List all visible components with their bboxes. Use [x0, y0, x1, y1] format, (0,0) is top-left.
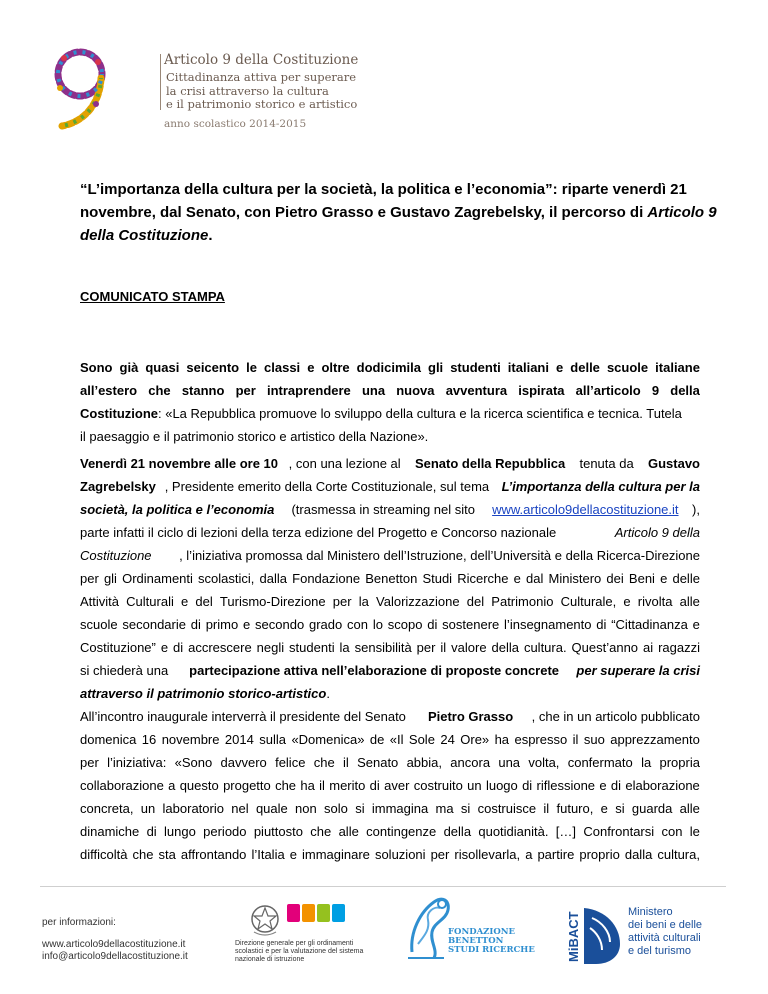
headline-line: [80, 224, 700, 247]
text-line: [80, 843, 700, 866]
bold-text: partecipazione attiva nell’elaborazione di proposte concrete: [189, 663, 560, 678]
word: de: [369, 732, 385, 747]
word: 16: [141, 732, 157, 747]
word: la: [641, 755, 652, 770]
word: si: [615, 801, 625, 816]
word: e: [513, 571, 521, 586]
benetton-text-line: FONDAZIONE: [448, 927, 516, 937]
word: oltre: [321, 360, 350, 375]
word: la: [339, 640, 350, 655]
word: intraprendere: [266, 383, 351, 398]
word: del: [466, 594, 485, 609]
word: le: [689, 824, 700, 839]
word: per: [80, 755, 99, 770]
word: scuole: [80, 617, 118, 632]
word: soluzioni: [374, 847, 426, 862]
word: per: [416, 640, 436, 655]
header-title: Articolo 9 della Costituzione: [164, 52, 359, 68]
word: di: [610, 778, 622, 793]
text-line: [80, 682, 700, 705]
bold-italic-text: L’importanza della cultura per la: [501, 479, 700, 494]
word: e: [692, 617, 700, 632]
word: e: [623, 594, 631, 609]
miur-letter-bars: [287, 904, 345, 922]
word: Turismo-Direzione: [219, 594, 326, 609]
text-line: [80, 728, 700, 751]
word: studenti: [450, 360, 501, 375]
word: seicento: [186, 360, 240, 375]
word: Beni: [628, 571, 655, 586]
miur-bar-m: [287, 904, 300, 922]
footer-email[interactable]: info@articolo9dellacostituzione.it: [42, 951, 188, 962]
footer-contact: [42, 917, 188, 963]
word: un: [467, 778, 482, 793]
word: dalla: [624, 847, 653, 862]
word: piuttosto: [253, 824, 303, 839]
word: stanno: [181, 383, 225, 398]
mibact-name: [628, 906, 702, 958]
text-span: , Presidente emerito della Corte Costituzionale, sul tema: [164, 479, 493, 494]
word: Quest’anno: [571, 640, 639, 655]
word: l’iniziativa:: [107, 755, 167, 770]
mibact-text-line: e del turismo: [628, 945, 691, 957]
colorful-nine-logo-icon: [40, 44, 126, 130]
miur-logo: [235, 900, 385, 970]
word: l’Italia: [251, 847, 285, 862]
word: quasi: [145, 360, 180, 375]
header-divider: [160, 54, 161, 110]
bold-text: Venerdì 21 novembre alle ore 10: [80, 456, 278, 471]
word: delle: [570, 360, 600, 375]
word: novembre: [161, 732, 220, 747]
word: riflessione: [536, 778, 596, 793]
word: difficoltà: [80, 847, 128, 862]
word: di: [596, 617, 607, 632]
word: “Cittadinanza: [611, 617, 688, 632]
headline-line: “L’importanza della cultura per la società, la politica e l’economia”: riparte venerdì 21: [80, 181, 687, 198]
word: suo: [583, 732, 605, 747]
press-release-label: COMUNICATO STAMPA: [80, 289, 225, 304]
word: un: [140, 801, 156, 816]
word: della: [491, 640, 519, 655]
miur-bar-u: [317, 904, 330, 922]
word: concreta,: [80, 801, 134, 816]
word: felice: [275, 755, 306, 770]
word: lo: [372, 617, 383, 632]
footer-divider: [40, 886, 726, 887]
word: Ministero: [548, 571, 602, 586]
word: propria: [659, 755, 700, 770]
bold-italic-text: società, la politica e l’economia: [80, 502, 275, 517]
mibact-text-line: Ministero: [628, 906, 673, 918]
text-line: [80, 475, 700, 498]
word: Sono: [80, 360, 113, 375]
word: scuole: [606, 360, 649, 375]
text-span: .: [326, 686, 330, 701]
word: le: [246, 360, 257, 375]
text-line: [80, 797, 700, 820]
word: negli: [256, 640, 285, 655]
bold-text: Costituzione: [80, 406, 158, 421]
word: secondarie: [122, 617, 186, 632]
word: Sole: [408, 732, 435, 747]
benetton-name: [448, 928, 535, 955]
word: immaginare: [302, 847, 370, 862]
miur-text-line: Direzione generale per gli ordinamenti: [235, 940, 354, 947]
word: 24: [440, 732, 455, 747]
word: ispirata: [518, 383, 565, 398]
word: e: [181, 594, 189, 609]
word: sostenere: [442, 617, 500, 632]
word: che: [310, 824, 332, 839]
word: Costituzione”: [80, 640, 156, 655]
text-line: [80, 751, 700, 774]
word: già: [119, 360, 139, 375]
word: Confrontarsi: [583, 824, 655, 839]
word: proprio: [579, 847, 620, 862]
word: Ricerche: [457, 571, 509, 586]
miur-department-text: [235, 940, 363, 964]
word: per: [235, 383, 256, 398]
school-year: anno scolastico 2014-2015: [164, 118, 307, 130]
word: […]: [555, 824, 577, 839]
word: Senato: [357, 755, 399, 770]
word: che: [132, 847, 154, 862]
word: Culturali: [126, 594, 174, 609]
word: il: [343, 755, 349, 770]
word: dalla: [259, 571, 288, 586]
word: avventura: [445, 383, 508, 398]
word: ragazzi: [658, 640, 700, 655]
word: Culturale,: [560, 594, 617, 609]
headline-text: novembre, dal Senato, con Pietro Grasso e Gustavo Zagrebelsky, il percorso di: [80, 204, 644, 221]
text-line: [80, 613, 700, 636]
text-line: [80, 636, 700, 659]
word: gli: [428, 360, 444, 375]
word: della: [443, 824, 472, 839]
paragraph-intro: [80, 356, 700, 448]
text-span: il paesaggio e il patrimonio storico e artistico della Nazione».: [80, 429, 429, 444]
word: si: [355, 801, 365, 816]
miur-bar-r: [332, 904, 345, 922]
word: laboratorio: [162, 801, 224, 816]
word: ha: [300, 778, 315, 793]
word: che: [275, 778, 297, 793]
word: lungo: [164, 824, 196, 839]
header-subtitle: [166, 71, 357, 112]
word: Valorizzazione: [376, 594, 460, 609]
headline-line: [80, 201, 717, 224]
miur-bar-i: [302, 904, 315, 922]
word: Benetton: [365, 571, 418, 586]
word: quotidianità.: [478, 824, 549, 839]
word: immagina: [371, 801, 429, 816]
text-line: [80, 425, 700, 448]
word: Patrimonio: [491, 594, 554, 609]
word: elaborazione: [625, 778, 700, 793]
paragraph-main: [80, 452, 700, 866]
word: classi: [264, 360, 301, 375]
word: apprezzamento: [610, 732, 700, 747]
word: sulla: [259, 732, 287, 747]
word: l’insegnamento: [504, 617, 592, 632]
word: progetto: [223, 778, 271, 793]
text-line: [80, 402, 700, 425]
word: nel: [231, 801, 249, 816]
word: studenti: [289, 640, 335, 655]
word: a: [525, 847, 533, 862]
website-link[interactable]: www.articolo9dellacostituzione.it: [492, 502, 679, 517]
word: Fondazione: [292, 571, 361, 586]
word: ancora: [450, 755, 491, 770]
word: che: [313, 755, 335, 770]
word: il: [319, 778, 325, 793]
word: sta: [158, 847, 176, 862]
word: costruito: [413, 778, 463, 793]
word: espresso: [514, 732, 568, 747]
bold-italic-text: attraverso il patrimonio storico-artistico: [80, 686, 327, 701]
header-subtitle-line: la crisi attraverso la cultura: [166, 83, 329, 98]
word: confermato: [567, 755, 633, 770]
word: per: [80, 571, 99, 586]
word: primo: [205, 617, 239, 632]
word: Attività: [80, 594, 120, 609]
word: costruisce: [477, 801, 537, 816]
word: alle: [338, 824, 359, 839]
word: e: [243, 617, 251, 632]
headline-text: .: [208, 227, 213, 244]
word: dal: [526, 571, 544, 586]
word: si: [460, 801, 471, 816]
miur-text-line: nazionale di istruzione: [235, 956, 305, 963]
bold-text: Pietro Grasso: [427, 709, 514, 724]
word: del: [195, 594, 213, 609]
text-line: [80, 521, 700, 544]
word: rivolta: [637, 594, 673, 609]
text-line: [80, 379, 700, 402]
word: collaborazione: [80, 778, 164, 793]
word: scolastici,: [198, 571, 255, 586]
word: ai: [643, 640, 654, 655]
word: scopo: [387, 617, 423, 632]
word: di: [173, 640, 184, 655]
word: di: [369, 778, 380, 793]
word: aver: [384, 778, 410, 793]
word: di: [427, 617, 438, 632]
word: accrescere: [188, 640, 252, 655]
word: il: [440, 640, 447, 655]
word: Ore»: [460, 732, 490, 747]
text-span: All’incontro inaugurale interverrà il presidente del Senato: [80, 709, 410, 724]
headline: [80, 178, 717, 247]
word: secondo: [255, 617, 305, 632]
text-span: ),: [692, 502, 700, 517]
word: italiane: [655, 360, 700, 375]
bold-text: Gustavo: [647, 456, 700, 471]
word: una: [498, 755, 521, 770]
text-line: [80, 498, 700, 521]
word: e: [289, 847, 297, 862]
word: che: [148, 383, 171, 398]
word: sensibilità: [354, 640, 412, 655]
word: merito: [329, 778, 366, 793]
word: dinamiche: [80, 824, 140, 839]
word: luogo: [485, 778, 518, 793]
text-span: (trasmessa in streaming nel sito: [287, 502, 479, 517]
mibact-vertical-text: MiBACT: [566, 911, 581, 962]
word: guarda: [631, 801, 673, 816]
word: con: [347, 617, 369, 632]
italic-text: Costituzione: [80, 548, 152, 563]
word: partire: [537, 847, 575, 862]
word: 9: [651, 383, 660, 398]
bold-italic-text: per superare la crisi: [576, 663, 700, 678]
word: cultura.: [523, 640, 567, 655]
word: dodicimila: [356, 360, 421, 375]
word: cultura,: [657, 847, 700, 862]
word: italiani: [507, 360, 549, 375]
mibact-text-line: dei beni e delle: [628, 919, 703, 931]
word: volta,: [528, 755, 560, 770]
word: delle: [672, 571, 700, 586]
mibact-text-line: attività culturali: [628, 932, 701, 944]
word: alle: [679, 594, 700, 609]
word: di: [190, 617, 201, 632]
word: e: [660, 571, 668, 586]
word: all’estero: [80, 383, 138, 398]
headline-italic: Articolo 9: [647, 204, 717, 221]
word: affrontando: [180, 847, 247, 862]
word: grado: [309, 617, 343, 632]
word: risollevarla,: [454, 847, 521, 862]
text-line: [80, 452, 700, 475]
word: non: [295, 801, 317, 816]
word: per: [430, 847, 450, 862]
word: quale: [255, 801, 288, 816]
bold-text: Zagrebelsky: [80, 479, 156, 494]
word: «Sono: [174, 755, 213, 770]
word: e: [160, 640, 169, 655]
word: Studi: [422, 571, 453, 586]
word: di: [522, 778, 533, 793]
word: con: [661, 824, 683, 839]
footer-website[interactable]: www.articolo9dellacostituzione.it: [42, 939, 186, 950]
word: e: [307, 360, 315, 375]
word: «Il: [389, 732, 404, 747]
word: la: [358, 594, 369, 609]
word: di: [146, 824, 157, 839]
word: e: [556, 360, 564, 375]
text-span: , con una lezione al: [288, 456, 405, 471]
bold-text: Senato della Repubblica: [414, 456, 566, 471]
text-span: , che in un articolo pubblicato: [531, 709, 700, 724]
info-label: per informazioni:: [42, 917, 116, 928]
italian-republic-emblem-icon: [249, 902, 281, 938]
word: una: [361, 383, 386, 398]
word: alle: [679, 801, 700, 816]
text-line: [80, 544, 700, 567]
header-subtitle-line: e il patrimonio storico e artistico: [166, 97, 358, 111]
word: ha: [494, 732, 510, 747]
word: periodo: [203, 824, 247, 839]
text-line: [80, 774, 700, 797]
word: solo: [324, 801, 348, 816]
word: ma: [435, 801, 454, 816]
mibact-logo: [566, 898, 736, 973]
word: gli: [103, 571, 117, 586]
benetton-text-line: STUDI RICERCHE: [448, 945, 535, 955]
text-line: [80, 705, 700, 728]
word: abbia,: [406, 755, 442, 770]
headline-italic: della Costituzione: [80, 227, 209, 244]
text-line: [80, 659, 700, 682]
word: per: [332, 594, 352, 609]
text-span: parte infatti il ciclo di lezioni della terza edizione del Progetto e Concorso nazionale: [80, 525, 560, 540]
word: futuro,: [556, 801, 594, 816]
benetton-foundation-logo: [404, 892, 534, 972]
text-span: tenuta da: [575, 456, 638, 471]
text-span: , l’iniziativa promossa dal Ministero dell’Istruzione, dell’Università e della Ricerca-Direzione: [179, 548, 700, 563]
text-span: si chiederà una: [80, 663, 172, 678]
word: dei: [606, 571, 624, 586]
word: contingenze: [366, 824, 437, 839]
header-subtitle-line: Cittadinanza attiva per superare: [166, 70, 357, 84]
word: il: [543, 801, 550, 816]
word: 2014: [224, 732, 254, 747]
text-line: [80, 590, 700, 613]
word: valore: [451, 640, 487, 655]
word: della: [670, 383, 700, 398]
word: davvero: [220, 755, 267, 770]
word: questo: [179, 778, 219, 793]
benetton-text-line: BENETTON: [448, 936, 504, 946]
mibact-mark-icon: [566, 904, 624, 968]
word: e: [599, 778, 607, 793]
word: «Domenica»: [291, 732, 365, 747]
word: a: [168, 778, 176, 793]
text-line: [80, 356, 700, 379]
word: domenica: [80, 732, 137, 747]
header: [40, 44, 460, 134]
text-span: : «La Repubblica promuove lo sviluppo della cultura e la ricerca scientifica e tecnica. Tutela: [158, 406, 682, 421]
word: all’articolo: [575, 383, 641, 398]
text-line: [80, 567, 700, 590]
text-line: [80, 820, 700, 843]
word: e: [600, 801, 608, 816]
word: nuova: [396, 383, 435, 398]
word: Ordinamenti: [122, 571, 193, 586]
word: il: [572, 732, 579, 747]
italic-text: Articolo 9 della: [614, 525, 700, 540]
miur-text-line: scolastici e per la valutazione del sistema: [235, 948, 364, 955]
